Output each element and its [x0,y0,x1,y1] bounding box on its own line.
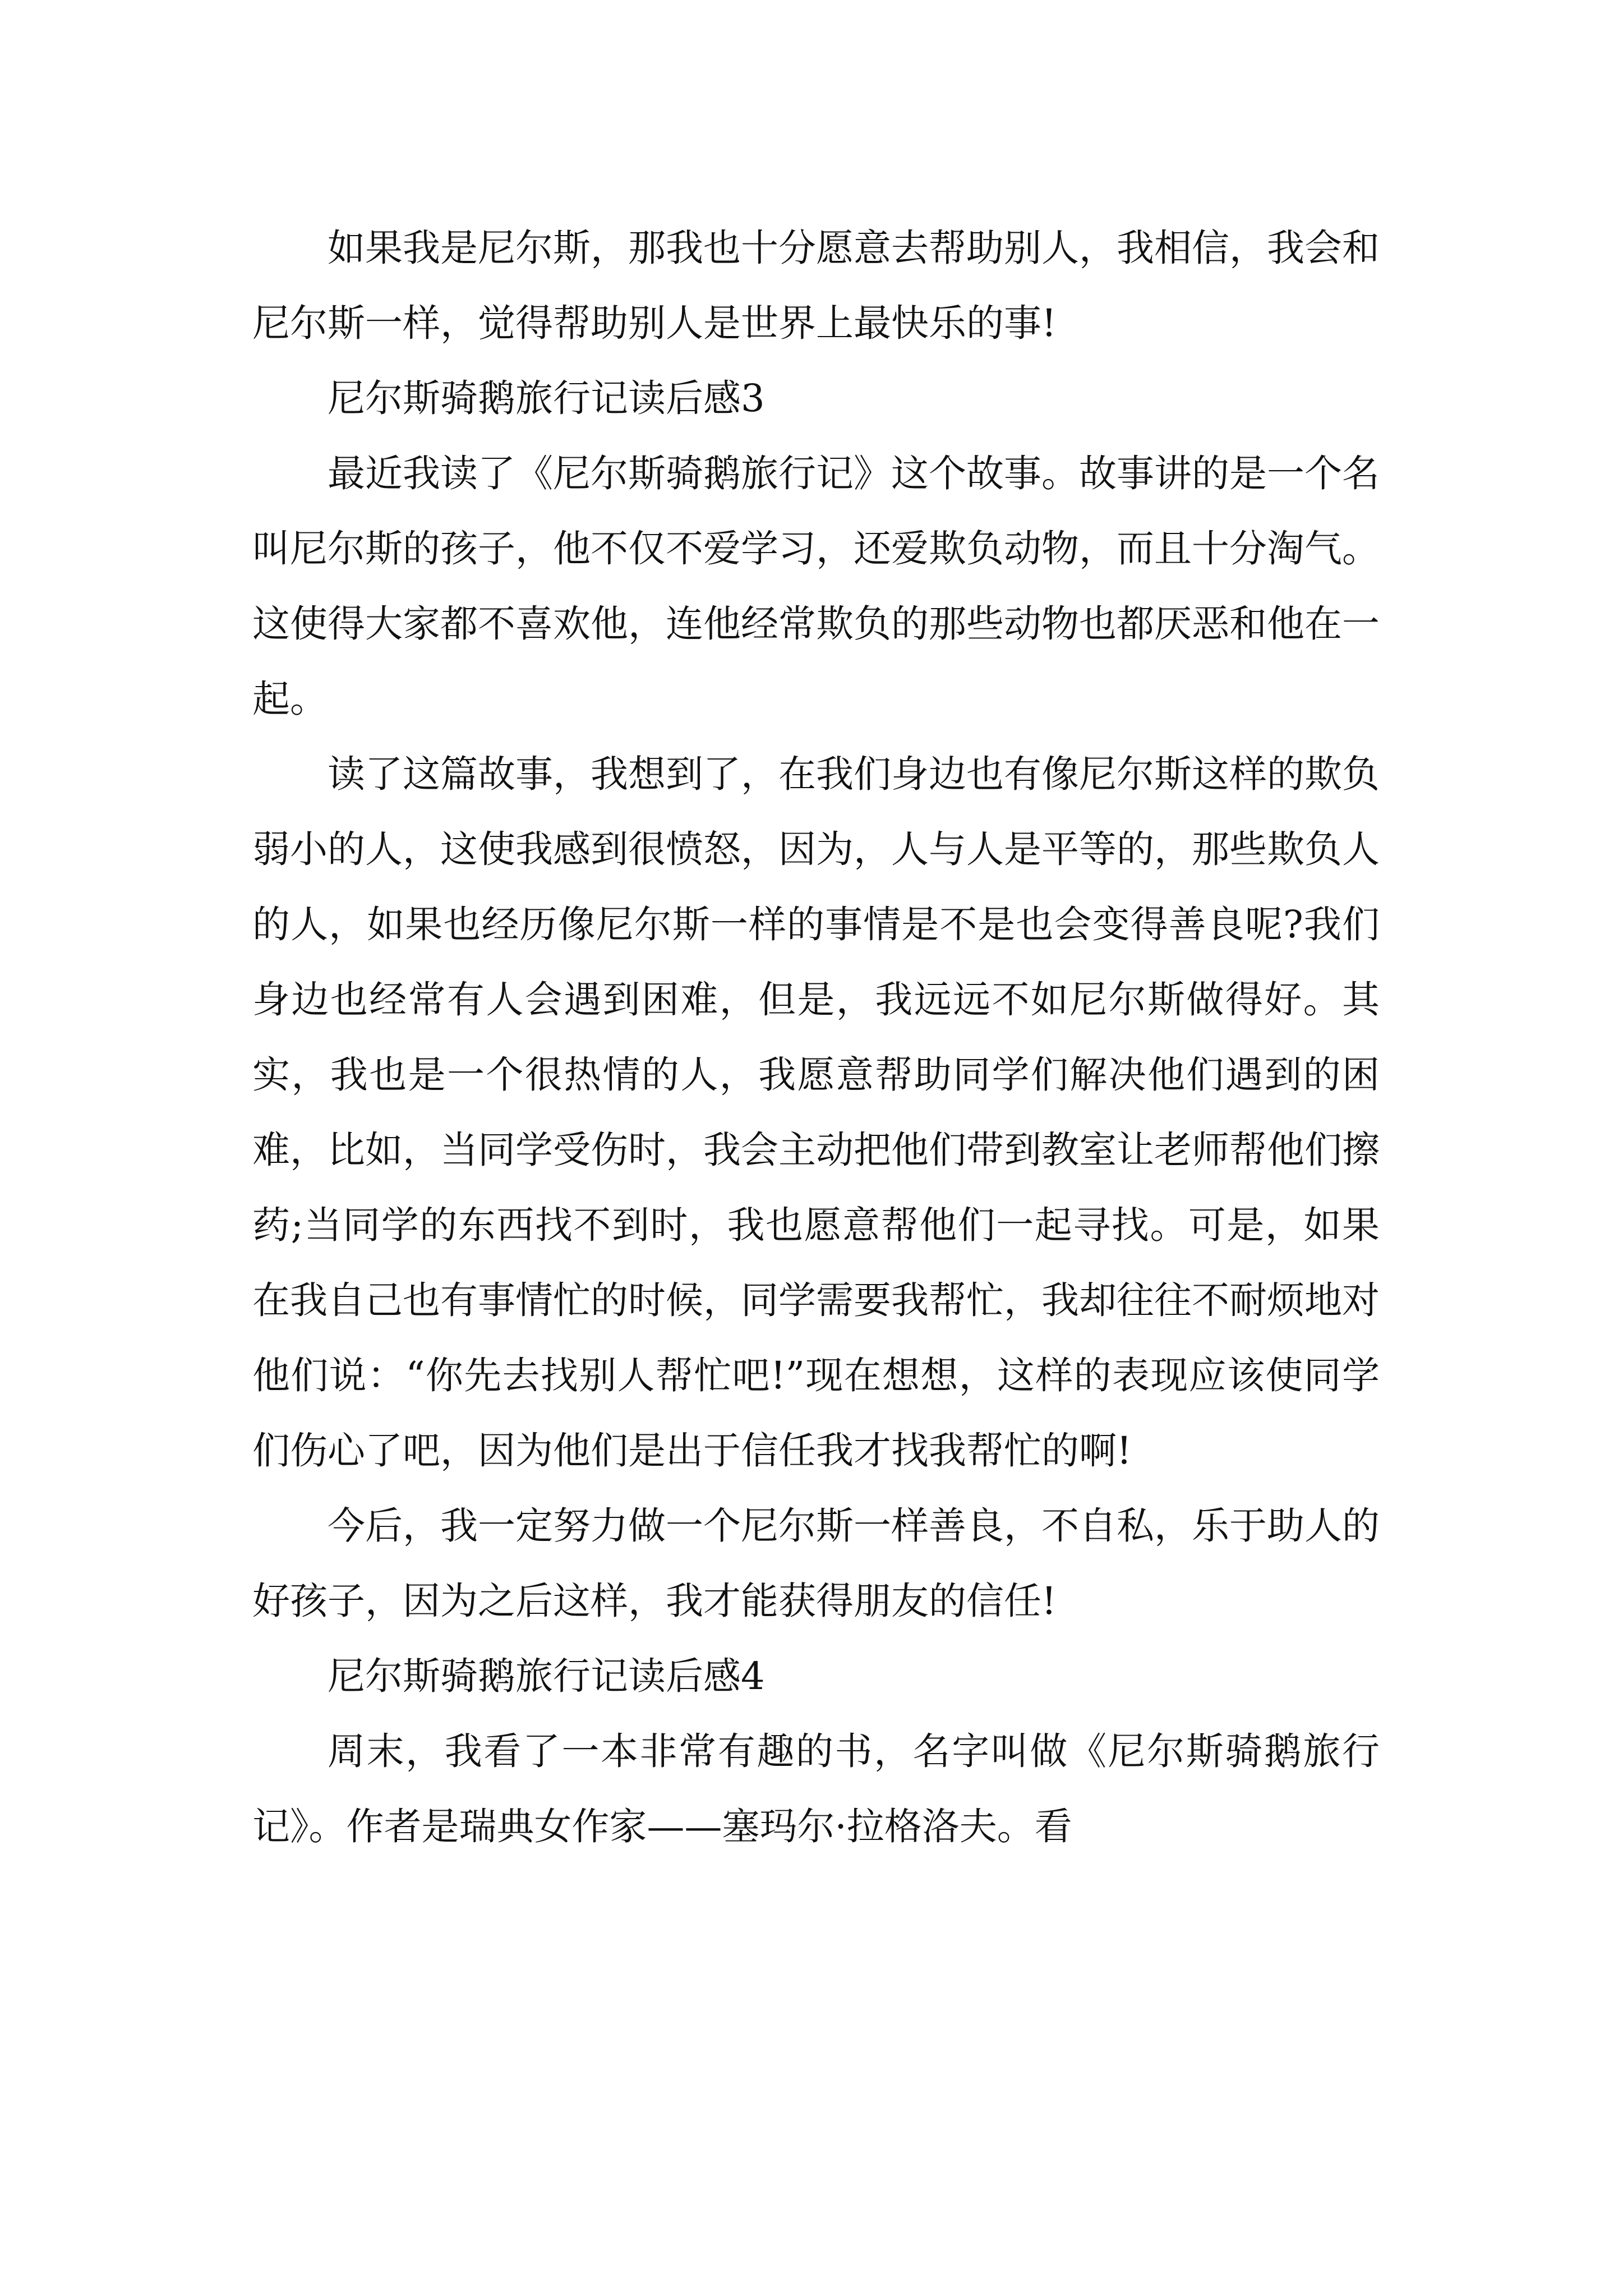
section-heading-3: 尼尔斯骑鹅旅行记读后感3 [328,376,765,420]
paragraph-conclusion-3: 今后，我一定努力做一个尼尔斯一样善良，不自私，乐于助人的好孩子，因为之后这样，我才能获得朋友的信任! [252,1504,1380,1623]
document-body [252,210,1380,1864]
section-heading-4: 尼尔斯骑鹅旅行记读后感4 [328,1654,765,1698]
paragraph-conclusion-2: 如果我是尼尔斯，那我也十分愿意去帮助别人，我相信，我会和尼尔斯一样，觉得帮助别人是世界上最快乐的事! [252,226,1380,345]
paragraph-reflection-3: 读了这篇故事，我想到了，在我们身边也有像尼尔斯这样的欺负弱小的人，这使我感到很愤怒，因为，人与人是平等的，那些欺负人的人，如果也经历像尼尔斯一样的事情是不是也会变得善良呢?我们身边也经常有人会遇到困难，但是，我远远不如尼尔斯做得好。其实，我也是一个很热情的人，我愿意帮助同学们解决他们遇到的困难，比如，当同学受伤时，我会主动把他们带到教室让老师帮他们擦药;当同学的东西找不到时，我也愿意帮他们一起寻找。可是，如果在我自己也有事情忙的时候，同学需要我帮忙，我却往往不耐烦地对他们说：“你先去找别人帮忙吧!”现在想想，这样的表现应该使同学们伤心了吧，因为他们是出于信任我才找我帮忙的啊! [252,752,1380,1473]
paragraph-intro-4: 周末，我看了一本非常有趣的书，名字叫做《尼尔斯骑鹅旅行记》。作者是瑞典女作家——塞玛尔·拉格洛夫。看 [252,1729,1380,1848]
paragraph-intro-3: 最近我读了《尼尔斯骑鹅旅行记》这个故事。故事讲的是一个名叫尼尔斯的孩子，他不仅不爱学习，还爱欺负动物，而且十分淘气。这使得大家都不喜欢他，连他经常欺负的那些动物也都厌恶和他在一起。 [252,452,1380,721]
